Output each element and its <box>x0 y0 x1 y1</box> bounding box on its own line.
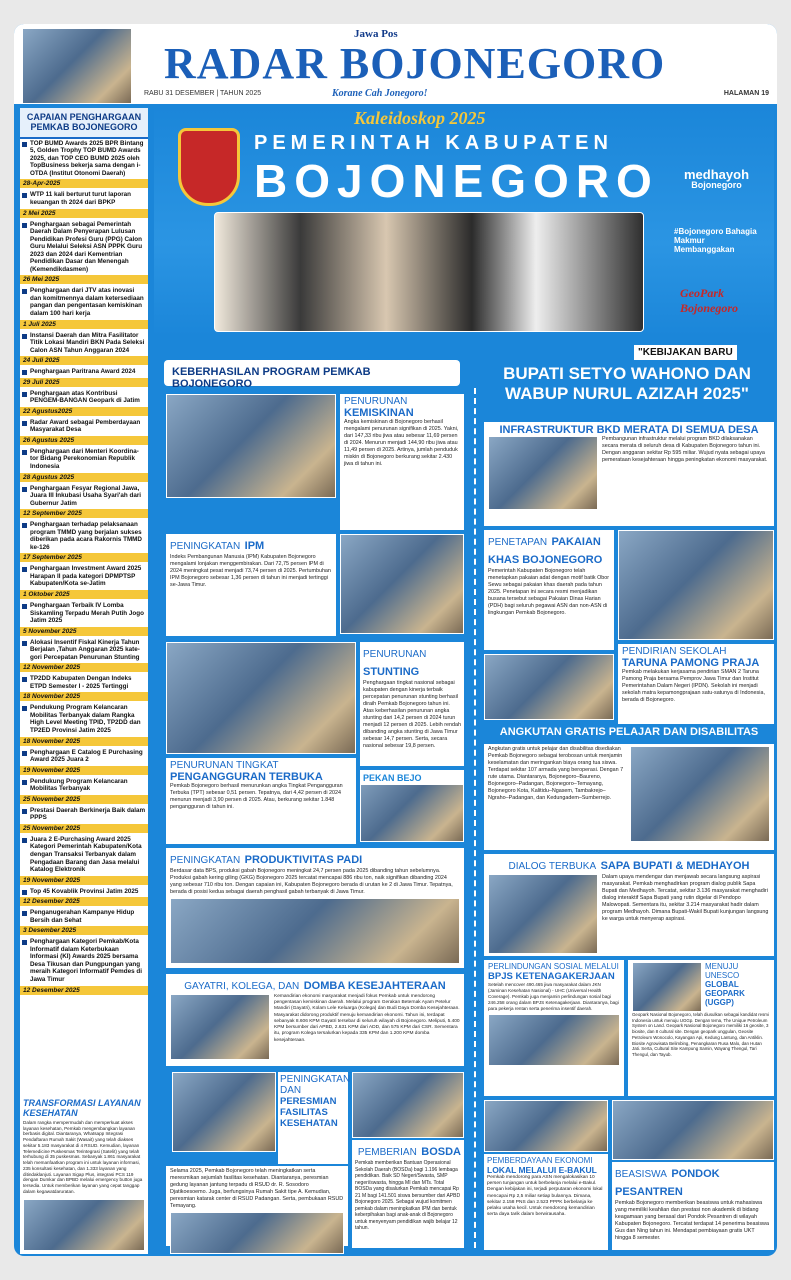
column-divider <box>474 388 476 1248</box>
sekolah-section <box>618 644 774 724</box>
geopark-text: Geopark Nasional Bojonegoro, telah diusulkan sebagai kandidat resmi Indonesia untuk menuju UGGp. Dengan tema, The Unique Petroleum System on Land. Geopark Nasional Bojonegoro memiliki 16 geosite, 3 biosite, dan 8 cultural site. Dengan geopark unggulan, Geosite Petroleum Wonocolo, Kayangan Api, Kedung Lantung, dan Antiklin. Biosite Agrowisata Belimbing, Penangkaran Rusa Malo, dan Hutan Jati. Serta, Cultural Site Kampung Samin, Wayang Thengul, Tari Thengul, dan Tayub. <box>632 1012 769 1058</box>
geopark-photo <box>632 962 702 1012</box>
award-date: 1 Juli 2025 <box>20 320 148 329</box>
beasiswa-title-2: PONDOK PESANTREN <box>615 1168 720 1198</box>
regency-logo <box>178 128 240 206</box>
bpjs-text: Setelah mencover 490.465 jiwa masyarakat dalam JKN (Jaminan Kesehatan Nasional) - UHC (Universal Health Coverage). Pemkab juga menjamin perlindungan sosial bagi 246.258 orang dalam BPJS Ketenagakerjaan. Diantaranya, bagi para pekerja rentan serta penerima insentif daerah. <box>488 982 619 1011</box>
award-date: 28-Apr-2025 <box>20 179 148 188</box>
award-date: 3 Desember 2025 <box>20 926 148 935</box>
gayatri-text: Kemandirian ekonomi masyarakat menjadi fokus Pemkab untuk mendorong pengentasan kemiskinan daerah. Melalui program Gerakan Beternak Ayam Petelur Mandiri (Gayatri), Kolam Lele Keluarga (Kolega) dan Budi Daya Domba Kesejahteraan. Masyarakat didorong produktif menuju kemandirian ekonomi. Tahun ini, terdapat sebanyak 8.606 KPM Gayatri tersebar di seluruh wilayah di Bojonegoro. Meliputi, 5.400 KPM bersumber dari APBD, 2.631 KPM dari ADD, dan 575 KPM dari CSR. Sementara itu, program Kolega tersalurkan kepada 335 KPM dan 1.200 KPM domba kesejahteraan. <box>274 994 460 1043</box>
stunting-photo <box>166 642 356 754</box>
pakaian-section <box>484 530 614 650</box>
padi-title-1: PENINGKATAN <box>170 855 241 866</box>
issue-date: RABU 31 DESEMBER | TAHUN 2025 <box>144 90 262 97</box>
geopark-title-1: MENUJU <box>705 962 739 971</box>
transformasi-text: Dalam rangka mempermudah dan memperkuat akses layanan kesehatan, Pemkab mengembangkan layanan berbasis digital. Diantaranya, Whatsapp Integrasi Pendaftaran Rumah Sakit (Wasait) yang telah diakses sekitar 5.183 masyarakat di 4 RSUD. Kemudian, layanan Telemedicine Puskesmas Terintegrasi (Satelit) yang telah terhubung di 35 puskesmas. Sebanyak 1.861 masyarakat telah memanfaatkan program ini untuk layanan informasi, 235 konsultasi kesehatan, dan 1.333 layanan yang ditindaklanjuti. Layanan Sigap Plus, integrasi PCS 119 dengan Dumkar dan BPBD melalui emergency button juga tersedia. Untuk memberikan layanan yang cepat tanggap dalam kegawatdaruratan. <box>23 1120 143 1194</box>
pekan-bejo-photo <box>360 770 464 842</box>
award-item: Penghargaan Investment Award 2025 Harapan II pada kategori DPMPTSP Kabupaten/Kota se-Jatim <box>20 564 148 589</box>
padi-title-2: PRODUKTIVITAS PADI <box>244 854 363 866</box>
dialog-title-2: SAPA BUPATI & MEDHAYOH <box>600 860 750 872</box>
pakaian-title-2: PAKAIAN KHAS BOJONEGORO <box>488 536 603 566</box>
award-date: 24 Juli 2025 <box>20 356 148 365</box>
faskes-title-1: PENINGKATAN <box>280 1074 351 1085</box>
newspaper-page <box>14 24 777 1256</box>
gayatri-section <box>166 974 464 1066</box>
award-date: 18 November 2025 <box>20 692 148 701</box>
pakaian-text: Pemerintah Kabupaten Bojonegoro telah menetapkan pakaian adat dengan motif batik Obor Sewu sebagai pakaian khas daerah pada tahun 2025. Penetapan ini secara resmi menjadikan busana tersebut sebagai Pakaian Dinas Harian (PDH) bagi seluruh pegawai ASN dan non-ASN di lingkungan Pemkab Bojonegoro. <box>488 568 610 617</box>
geopark-title-2: UNESCO <box>705 971 740 980</box>
award-item: Pendukung Program Kelancaran Mobilitas Terbanyak dalam Rangka High Level Meeting TPID, TP2DD dan TP2ED Provinsi Jatim 2025 <box>20 703 148 735</box>
award-date: 12 September 2025 <box>20 509 148 518</box>
banner <box>154 106 774 336</box>
ekabul-photo <box>484 1100 608 1152</box>
faskes-title-3: PERESMIAN FASILITAS KESEHATAN <box>280 1096 338 1129</box>
medhayoh-sub: Bojonegoro <box>691 180 742 190</box>
award-date: 17 September 2025 <box>20 553 148 562</box>
pakaian-photo <box>618 530 774 640</box>
award-item: Radar Award sebagai Pemberdayaan Masyarakat Desa <box>20 418 148 435</box>
award-item: Top 45 Kovablik Provinsi Jatim 2025 <box>20 887 148 897</box>
beasiswa-title-1: BEASISWA <box>615 1169 667 1180</box>
infra-text: Pembangunan infrastruktur melalui program BKD dilaksanakan secara merata di seluruh desa di Kabupaten Bojonegoro tahun ini. Dengan anggaran sekitar Rp 595 miliar. Wujud nyata sebagai upaya pemerataan kesejahteraan hingga peningkatan ekonomi masyarakat. <box>602 436 768 464</box>
pekan-bejo-label: PEKAN BEJO <box>361 771 463 785</box>
left-column-header: KEBERHASILAN PROGRAM PEMKAB BOJONEGORO <box>164 360 460 386</box>
faskes-photo <box>172 1072 276 1152</box>
masthead <box>14 24 777 104</box>
sekolah-photo <box>484 654 614 720</box>
infra-title: INFRASTRUKTUR BKD MERATA DI SEMUA DESA <box>499 424 759 436</box>
transformasi-title: TRANSFORMASI LAYANAN KESEHATAN <box>23 1098 141 1118</box>
faskes-title-2: DAN <box>280 1085 302 1096</box>
kaleidoskop-title: Kaleidoskop 2025 <box>354 108 486 128</box>
bpjs-section <box>484 960 624 1096</box>
award-item: WTP 11 kali berturut turut laporan keuangan th 2024 dari BPKP <box>20 190 148 207</box>
tpt-text: Pemkab Bojonegoro berhasil menurunkan angka Tingkat Pengangguran Terbuka (TPT) sebesar 0,51 persen. Tepatnya, dari 4,42 persen di 2024 menurun menjadi 3,90 persen di 2025. Atau, berkurang sekitar 1.848 pengangguran di tahun ini. <box>170 783 343 811</box>
award-date: 26 Agustus 2025 <box>20 436 148 445</box>
ipm-section <box>166 534 336 636</box>
award-date: 1 Oktober 2025 <box>20 590 148 599</box>
transformasi-photo <box>23 1199 145 1251</box>
award-item: TP2DD Kabupaten Dengan Indeks ETPD Semester I - 2025 Tertinggi <box>20 674 148 691</box>
award-date: 25 November 2025 <box>20 795 148 804</box>
award-item: Penghargaan Paritrana Award 2024 <box>20 367 148 377</box>
award-item: Prestasi Daerah Berkinerja Baik dalam PPPS <box>20 806 148 823</box>
award-date: 28 Agustus 2025 <box>20 473 148 482</box>
sekolah-title-1: PENDIRIAN SEKOLAH <box>622 646 727 657</box>
award-item: TOP BUMD Awards 2025 BPR Bintang 5, Golden Trophy TOP BUMD Awards 2025, dan TOP CEO BUMD 2025 oleh TopBusiness bekerja sama dengan i-OTDA (Institut Otonomi Daerah) <box>20 139 148 179</box>
newspaper-title: RADAR BOJONEGORO <box>164 39 666 88</box>
bosda-section <box>352 1140 464 1248</box>
award-item: Penghargaan terhadap pelaksanaan program TMMD yang berjalan sukses diberikan pada acara Rakornis TMMD ke-126 <box>20 520 148 552</box>
page-number: HALAMAN 19 <box>723 90 769 97</box>
right-column-header: BUPATI SETYO WAHONO DAN WABUP NURUL AZIZAH 2025" <box>503 364 751 403</box>
dialog-section <box>484 854 774 956</box>
bosda-title-2: BOSDA <box>421 1146 461 1158</box>
stunting-section <box>360 642 464 766</box>
faskes-title-box <box>278 1072 351 1164</box>
award-date: 2 Mei 2025 <box>20 209 148 218</box>
pakaian-title-1: PENETAPAN <box>488 537 548 548</box>
award-date: 19 November 2025 <box>20 876 148 885</box>
award-date: 12 Desember 2025 <box>20 897 148 906</box>
padi-section <box>166 848 464 968</box>
stunting-text: Penghargaan tingkat nasional sebagai kabupaten dengan kinerja terbaik percepatan penurunan stunting berhasil diraih Pemkab Bojonegoro tahun ini. Atas keberhasilan penurunan angka stunting dari 14,2 persen di 2024 turun menjadi 12 persen di 2025. Lebih rendah dibanding angka stunting di Jawa Timur sebesar 14,7 persen. Serta, secara nasional sebesar 19,8 persen. <box>363 680 462 750</box>
padi-photo <box>170 898 460 964</box>
medhayoh-logo <box>684 168 749 190</box>
bpjs-photo <box>488 1014 620 1066</box>
hero-photo <box>214 212 644 332</box>
transformasi-section <box>20 1096 148 1255</box>
kemiskinan-section <box>340 394 464 530</box>
bosda-text: Pemkab memberikan Bantuan Operasional Sekolah Daerah (BOSDa) bagi 1.196 lembaga pendidikan. Baik SD Negeri/Swasta, SMP negeri/swasta, hingga MI dan MTs. Total BOSDa yang disalurkan Pemkab mencapai Rp 21 M bagi 141.501 siswa bersumber dari APBD Bojonegoro 2025. Sebagai wujud komitmen pemkab dalam meningkatkan IPM dan bentuk keberpihakan bagi anak-anak di Bojonegoro untuk menyenyam pendidikan wajib belajar 12 tahun. <box>355 1160 461 1231</box>
kemiskinan-photo <box>166 394 336 498</box>
sekolah-text: Pemkab melakukan kerjasama pendirian SMAN 2 Taruna Pamong Praja bersama Pemprov Jawa Timur dan Institut Pemerintahan Dalam Negeri (IPDN). Sekolah ini menjadi sekolah matra kepamongprajaan satu-satunya di Indonesia, berada di Bojonegoro. <box>622 669 765 704</box>
award-item: Pendukung Program Kelancaran Mobilitas Terbanyak <box>20 777 148 794</box>
dialog-title-1: DIALOG TERBUKA <box>508 861 597 872</box>
award-item: Instansi Daerah dan Mitra Fasilitator Titik Lokasi Mandiri BKN Pada Seleksi Calon ASN Tahun Anggaran 2024 <box>20 331 148 356</box>
award-date: 19 November 2025 <box>20 766 148 775</box>
award-item: Juara 2 E-Purchasing Award 2025 Kategori Pemerintah Kabupaten/Kota dengan Transaksi Terbanyak dalam Pengadaan Barang dan Jasa melalui Katalog Elektronik <box>20 835 148 875</box>
award-item: Penganugerahan Kampanye Hidup Bersih dan Sehat <box>20 908 148 925</box>
tpt-title-2: PENGANGGURAN TERBUKA <box>170 771 323 783</box>
awards-list <box>20 139 148 995</box>
gayatri-title-2: DOMBA KESEJAHTERAAN <box>303 980 446 992</box>
angkutan-text: Angkutan gratis untuk pelajar dan disabilitas disediakan Pemkab Bojonegoro sebagai terobosan untuk menjamin keselamatan dan meringankan biaya orang tua siswa. Terdapat sekitar 107 armada yang beroperasi. Dengan 7 rute utama. Diantaranya, Bojonegoro–Baureno, Bojonegoro–Padangan, Bojonegoro–Temayang, Bojonegoro Kota, Kalitidu–Ngasem, Tambakrejo–Ngraho–Padangan, dan Kedungadem–Sumberrejo. <box>488 746 624 802</box>
award-item: Penghargaan dari Menteri Koordina-tor Bidang Perekonomian Republik Indonesia <box>20 447 148 472</box>
faskes-photo-2 <box>170 1212 344 1254</box>
medhayoh-text: medhayoh <box>684 167 750 182</box>
award-item: Penghargaan atas Kontribusi PENGEM-BANGAN Geopark di Jatim <box>20 389 148 406</box>
award-item: Penghargaan dari JTV atas inovasi dan komitmennya dalam ketersediaan pangan dan pengentasan kemiskinan dalam 100 hari kerja <box>20 286 148 318</box>
geopark-title-3: GLOBAL GEOPARK (UGGP) <box>705 980 745 1007</box>
award-item: Penghargaan sebagai Pemerintah Daerah Dalam Penyerapan Lulusan Pendidikan Profesi Guru (PPG) Calon Guru Melalui Seleksi ASN PPPK Guru 2023 dan 2024 dari Kementrian Pendidikan Dasar dan Menengah (Kemendikdasmen) <box>20 220 148 275</box>
ekabul-title-2: LOKAL MELALUI E-BAKUL <box>487 1165 597 1175</box>
angkutan-section <box>484 744 774 850</box>
award-date: 25 November 2025 <box>20 824 148 833</box>
faskes-text: Selama 2025, Pemkab Bojonegoro telah meningkatkan serta meresmikan sejumlah fasilitas kesehatan. Diantaranya, peresmian gedung layanan jantung terpadu di RSUD dr. R. Sosodoro Djatikoesoemo. Juga, berfungsinya Rumah Sakit tipe A. Kemudian, peresmian katarak center di RSUD Padangan. Serta, pembukaan RSUD Temayang. <box>170 1168 344 1210</box>
award-date: 18 November 2025 <box>20 737 148 746</box>
ekabul-title-1: PEMBERDAYAAN EKONOMI <box>487 1156 593 1165</box>
tpt-title-1: PENURUNAN TINGKAT <box>170 760 279 771</box>
ipm-title-2: IPM <box>244 540 265 552</box>
award-date: 5 November 2025 <box>20 627 148 636</box>
publisher-name: Jawa Pos <box>354 28 398 40</box>
bpjs-title-2: BPJS KETENAGAKERJAAN <box>488 971 615 982</box>
award-item: Penghargaan E Catalog E Purchasing Award 2025 Juara 2 <box>20 748 148 765</box>
sekolah-title-2: TARUNA PAMONG PRAJA <box>622 657 760 669</box>
ekabul-text: Pemkab mendorong para ASN mengalokasikan 10 persen tunjangan untuk berbelanja melalui e-Bakul. Dengan kebijakan ini, terjadi perputaran ekonomi lokal mencapai Rp 2,5 miliar setiap bulannya. Dimana, sekitar 2.158 PNS dan 2.523 PPPK berbelanja ke pelaku usaha kecil. Untuk mendorong kemandirian serta daya tarik dalam berwirausaha. <box>487 1175 603 1218</box>
bosda-photo <box>352 1072 464 1138</box>
kemiskinan-text: Angka kemiskinan di Bojonegoro berhasil mengalami penurunan signifikan di 2025. Yakni, dari 147,33 ribu jiwa atau sebesar 11,69 persen di 2024. Menurun menjadi 144,90 ribu jiwa atau 11,49 persen di 2025. Artinya, jumlah penduduk miskin di Bojonegoro berkurang sekitar 2.430 jiwa di tahun ini. <box>344 419 459 468</box>
kemiskinan-title-1: PENURUNAN <box>344 396 408 407</box>
tpt-section <box>166 758 356 844</box>
sidebar-title: CAPAIAN PENGHARGAAN PEMKAB BOJONEGORO <box>20 108 148 139</box>
gayatri-photo <box>170 994 270 1060</box>
awards-sidebar <box>20 108 148 1254</box>
hashtag: #Bojonegoro Bahagia Makmur Membanggakan <box>674 227 757 254</box>
beasiswa-text: Pemkab Bojonegoro memberikan beasiswa untuk mahasiswa yang memiliki keahlian dan prestasi non akademik di bidang keagamaan yang berasal dari Pondok Pesantren di wilayah Kabupaten Bojonegoro. Tercatat terdapat 14 penerima beasiswa Gus dan Ning tahun ini. Mendapat pembiayaan gratis UKT hingga 8 semester. <box>615 1200 769 1242</box>
award-item: Penghargaan Fesyar Regional Jawa, Juara III Inkubasi Usaha Syari'ah dari Gubernur Jatim <box>20 484 148 509</box>
award-date: 22 Agustus2025 <box>20 407 148 416</box>
award-date: 12 November 2025 <box>20 663 148 672</box>
mascot-illustration <box>22 28 132 104</box>
banner-line2: BOJONEGORO <box>254 155 659 207</box>
ipm-title-1: PENINGKATAN <box>170 541 241 552</box>
bosda-title-1: PEMBERIAN <box>357 1147 417 1158</box>
award-date: 12 Desember 2025 <box>20 986 148 995</box>
right-header-tag: "KEBIJAKAN BARU <box>634 345 737 360</box>
infra-photo <box>488 436 598 510</box>
bpjs-title-1: PERLINDUNGAN SOSIAL MELALUI <box>488 962 619 971</box>
kemiskinan-title-2: KEMISKINAN <box>344 407 414 419</box>
beasiswa-section <box>612 1162 774 1250</box>
angkutan-title: ANGKUTAN GRATIS PELAJAR DAN DISABILITAS <box>484 726 774 742</box>
infra-section <box>484 422 774 526</box>
dialog-photo <box>488 874 598 954</box>
ipm-text: Indeks Pembangunan Manusia (IPM) Kabupaten Bojonegoro mengalami lonjakan menggembirakan. Dari 72,75 persen IPM di 2024 meningkat pesat menjadi 73,74 persen di 2025. Pertumbuhan IPM Bojonegoro sebesar 1,36 persen di tahun ini menjadi tertinggi se-Jawa Timur. <box>170 554 331 589</box>
award-item: Penghargaan Terbaik IV Lomba Siskamling Terpadu Merah Putih Jogo Jatim 2025 <box>20 601 148 626</box>
dialog-text: Dalam upaya mendengar dan menjawab secara langsung aspirasi masyarakat. Pemkab menghadirkan program dialog publik Sapa Bupati dan Medhayoh. Tercatat, sekitar 3.136 masyarakat menghadiri dialog interaktif Sapa Bupati yang rutin digelar di Pendopo Malowopati. Sementara itu, sekitar 3.214 masyarakat hadir dalam program Medhayoh. Dimana Bupati-Wakil Bupati kunjungan langsung ke warga untuk menyerap aspirasi. <box>602 874 769 923</box>
beasiswa-photo <box>612 1100 774 1160</box>
award-date: 29 Juli 2025 <box>20 378 148 387</box>
angkutan-photo <box>630 746 770 842</box>
ipm-photo <box>340 534 464 634</box>
stunting-title-2: STUNTING <box>363 666 420 678</box>
award-item: Penghargaan Kategori Pemkab/Kota Informatif dalam Keterbukaan Informasi (KI) Awards 2025 bersama Desa Tikusan dan Pungpungan yang meraih Kategori Informatif Pemdes di Jawa Timur <box>20 937 148 984</box>
tagline: Korane Cah Jonegoro! <box>332 88 428 99</box>
award-item: Alokasi Insentif Fiskal Kinerja Tahun Berjalan ,Tahun Anggaran 2025 kate-gori Percepatan Penurunan Stunting <box>20 638 148 663</box>
stunting-title-1: PENURUNAN <box>363 649 427 660</box>
award-date: 26 Mei 2025 <box>20 275 148 284</box>
padi-text: Berdasar data BPS, produksi gabah Bojonegoro meningkat 24,7 persen pada 2025 dibanding tahun sebelumnya. Produksi gabah kering giling (GKG) Bojonegoro 2025 tercatat mencapai 886 ribu ton, naik signifikan dibanding 2024 yang sebesar 710 ribu ton. Dengan capaian ini, Kabupaten Bojonegoro berada di urutan ke 2 di Jawa Timur. Tepatnya, berada di posisi kedua sebagai daerah penghasil gabah terbanyak di Jawa Timur. <box>170 868 453 896</box>
ekabul-section <box>484 1154 608 1250</box>
gayatri-title-1: GAYATRI, KOLEGA, DAN <box>184 981 300 992</box>
faskes-section <box>166 1166 348 1246</box>
geopark-section <box>628 960 774 1096</box>
banner-line1: PEMERINTAH KABUPATEN <box>254 132 613 154</box>
geopark-logo: GeoPark Bojonegoro <box>680 286 739 315</box>
